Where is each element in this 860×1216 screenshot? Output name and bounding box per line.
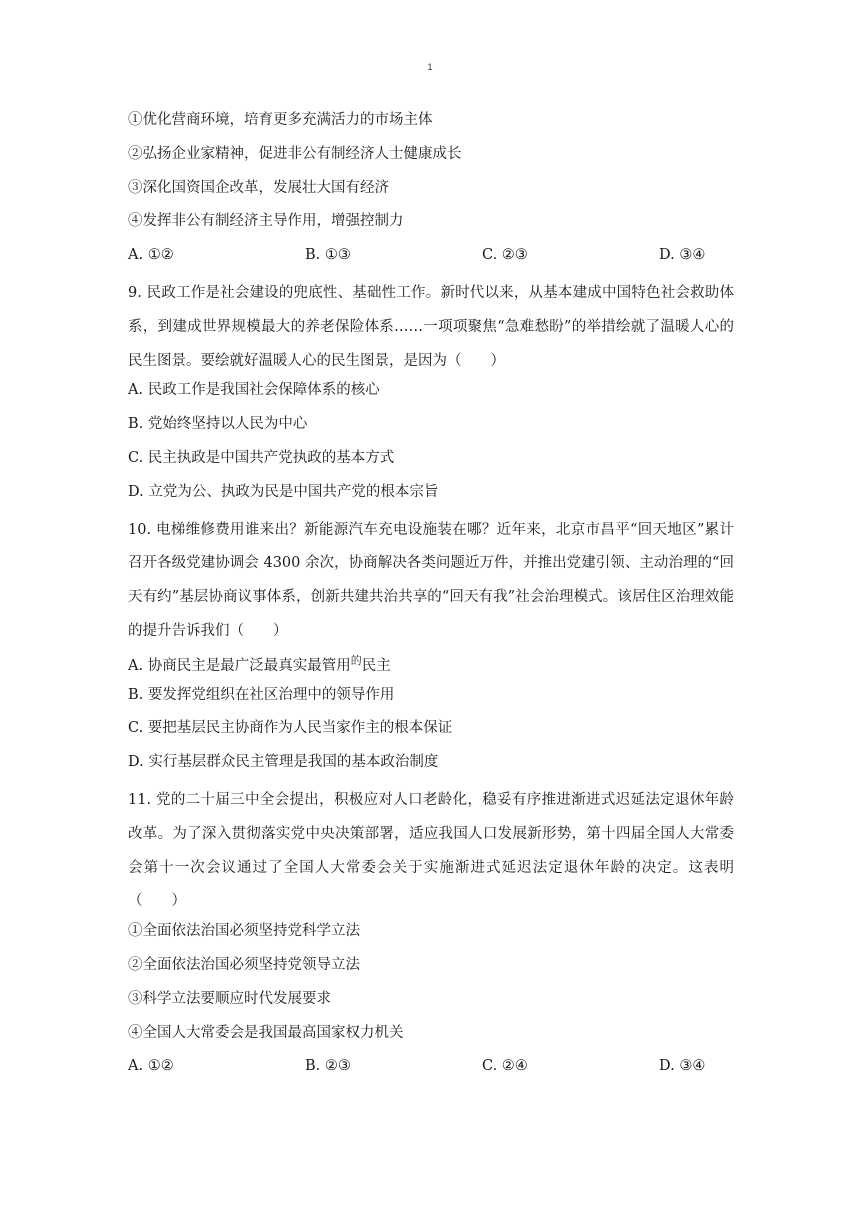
- answer-options: [128, 243, 734, 277]
- statement-1: ①全面依法治国必须坚持党科学立法: [128, 923, 360, 940]
- statement-4: ④发挥非公有制经济主导作用，增强控制力: [128, 213, 404, 230]
- option-b: B. ①③: [305, 247, 351, 264]
- option-a: A. ①②: [128, 1058, 174, 1075]
- statement-3: ③深化国资国企改革，发展壮大国有经济: [128, 179, 389, 196]
- option-a: A. ①②: [128, 247, 174, 264]
- option-b: B. 要发挥党组织在社区治理中的领导作用: [128, 686, 395, 703]
- question-8-continuation: [128, 108, 734, 277]
- question-stem: 10. 电梯维修费用谁来出？新能源汽车充电设施装在哪？近年来，北京市昌平“回天地区”累计召开各级党建协调会 4300 余次，协商解决各类问题近万件，并推出党建引领、主动治理的“回天有约”基层协商议事体系，创新共建共治共享的“回天有我”社会治理模式。该居住区治理效能的提升告诉我们（ ）: [128, 521, 734, 639]
- option-c: C. 民主执政是中国共产党执政的基本方式: [128, 449, 395, 466]
- document-body: [128, 108, 734, 1088]
- option-a-text: A. 协商民主是最广泛最真实最管用: [128, 657, 351, 674]
- answer-options: [128, 1054, 734, 1088]
- option-c: C. ②④: [482, 1058, 528, 1075]
- stray-character: 的: [350, 653, 362, 667]
- statement-1: ①优化营商环境，培育更多充满活力的市场主体: [128, 112, 433, 128]
- option-a: [128, 649, 734, 683]
- option-c: C. 要把基层民主协商作为人民当家作主的根本保证: [128, 720, 453, 737]
- option-d: D. ③④: [659, 1058, 706, 1075]
- option-d: D. 实行基层群众民主管理是我国的基本政治制度: [128, 754, 439, 771]
- statement-2: ②全面依法治国必须坚持党领导立法: [128, 956, 360, 973]
- question-11: [128, 784, 734, 1088]
- option-a: A. 民政工作是我国社会保障体系的核心: [128, 382, 380, 399]
- option-d: D. 立党为公、执政为民是中国共产党的根本宗旨: [128, 483, 439, 500]
- question-stem: 9. 民政工作是社会建设的兜底性、基础性工作。新时代以来，从基本建成中国特色社会救助体系，到建成世界规模最大的养老保险体系……一项项聚焦“急难愁盼”的举措绘就了温暖人心的民生图景。要绘就好温暖人心的民生图景，是因为（ ）: [128, 284, 734, 369]
- question-9: [128, 277, 734, 514]
- statement-4: ④全国人大常委会是我国最高国家权力机关: [128, 1024, 404, 1041]
- option-b: B. 党始终坚持以人民为中心: [128, 416, 308, 433]
- question-stem: 11. 党的二十届三中全会提出，积极应对人口老龄化，稳妥有序推进渐进式迟延法定退休年龄改革。为了深入贯彻落实党中央决策部署，适应我国人口发展新形势，第十四届全国人大常委会第十一次会议通过了全国人大常委会关于实施渐进式延迟法定退休年龄的决定。这表明（ ）: [128, 791, 734, 910]
- statement-2: ②弘扬企业家精神，促进非公有制经济人士健康成长: [128, 145, 462, 162]
- option-c: C. ②③: [482, 247, 528, 264]
- option-b: B. ②③: [305, 1058, 351, 1075]
- option-a-text-end: 民主: [361, 657, 391, 674]
- page-number: 1: [427, 62, 433, 72]
- option-d: D. ③④: [659, 247, 706, 264]
- question-10: [128, 514, 734, 784]
- statement-3: ③科学立法要顺应时代发展要求: [128, 990, 331, 1007]
